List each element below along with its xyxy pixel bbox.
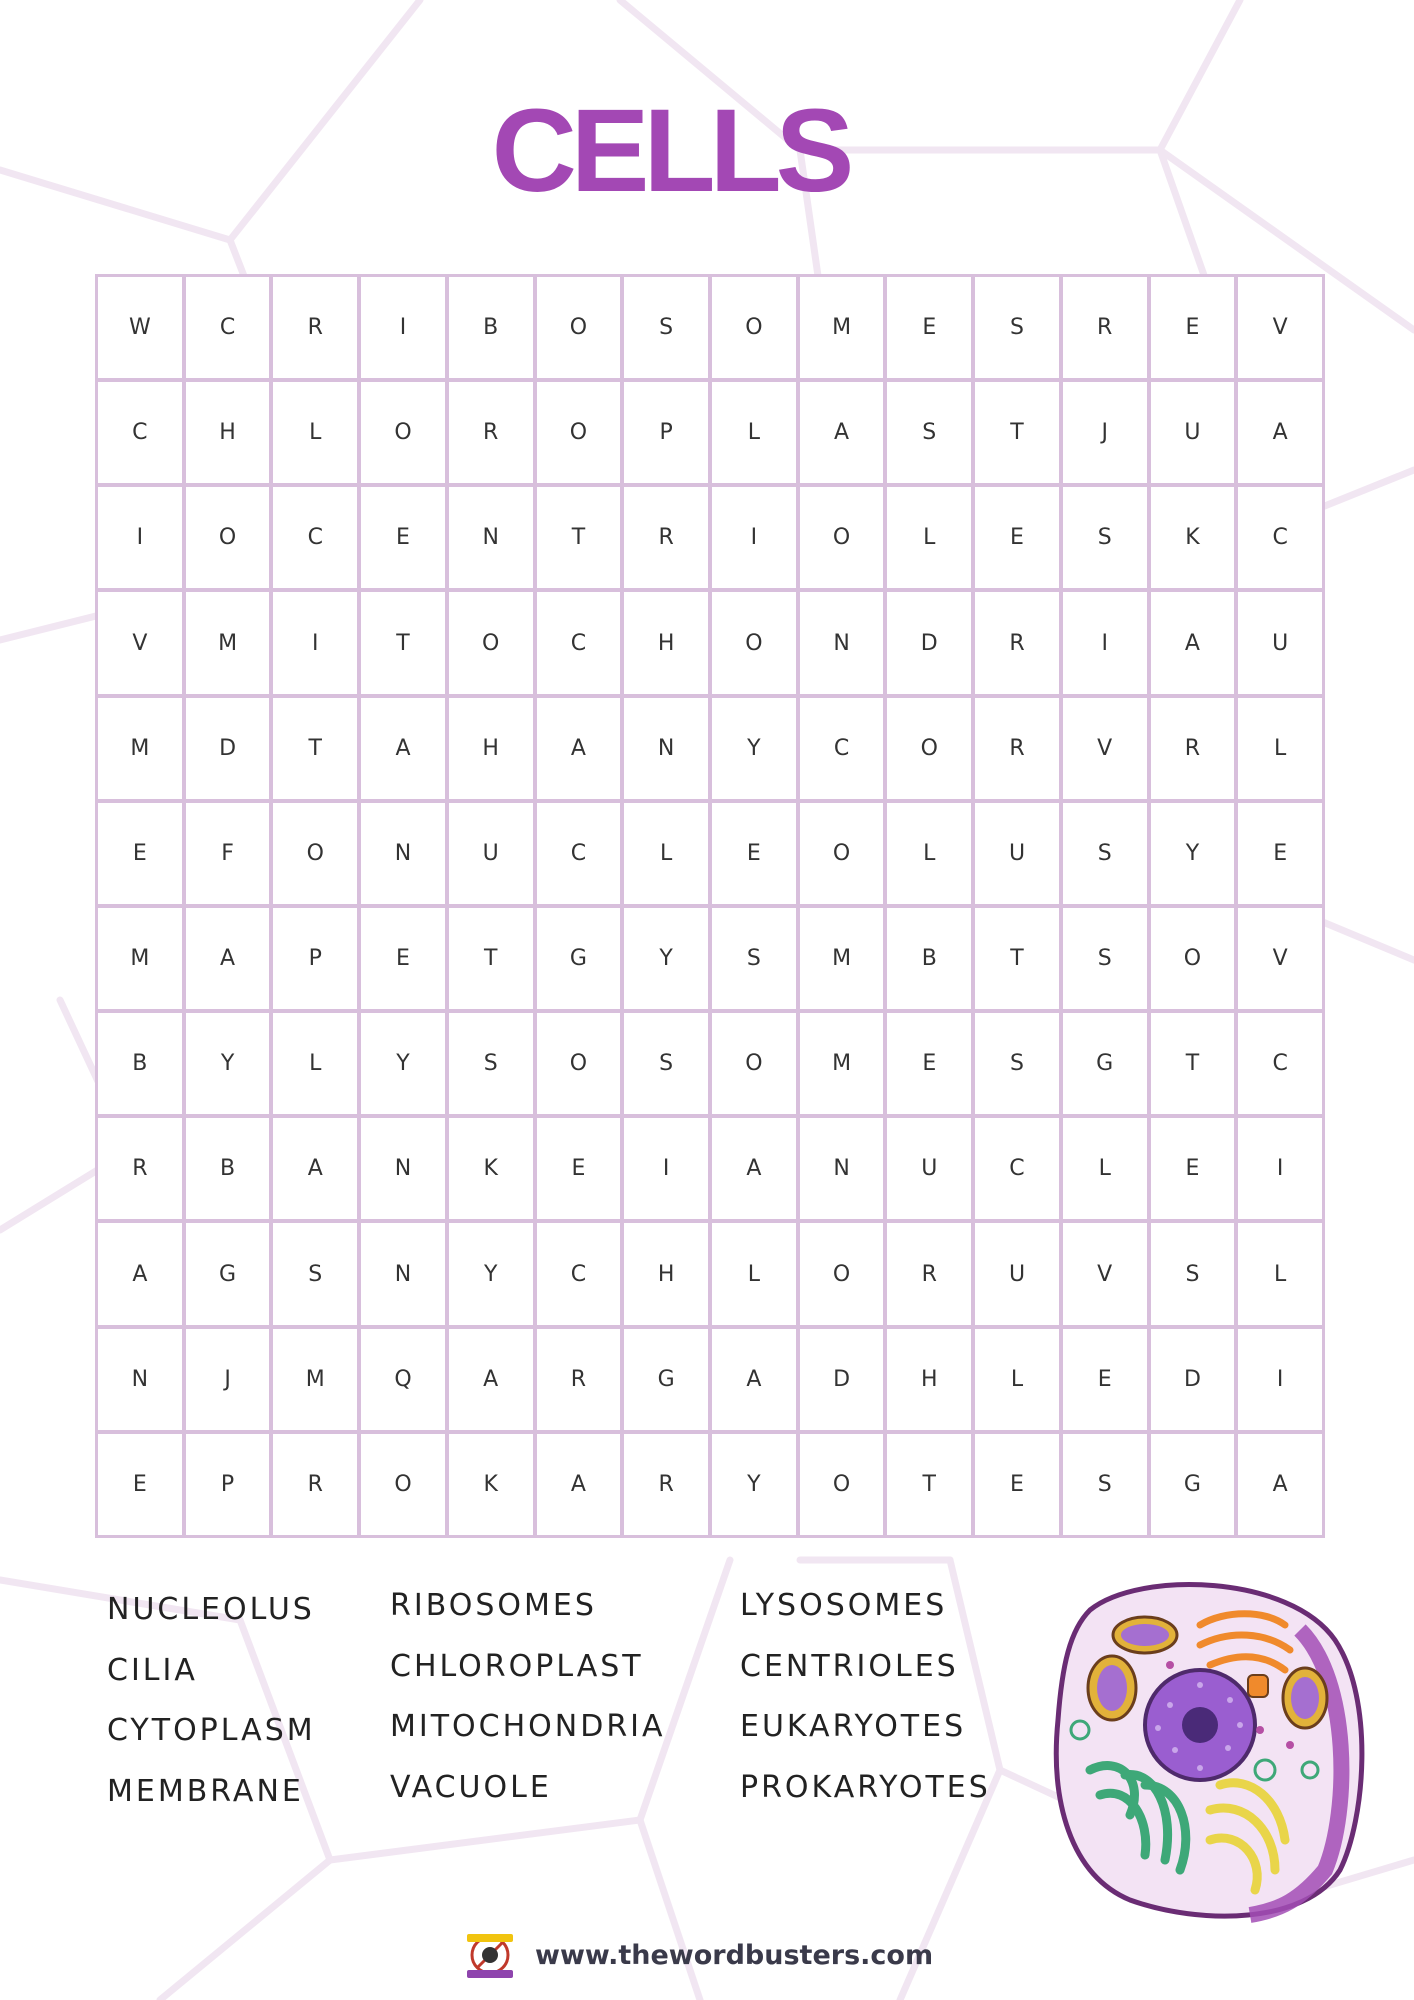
- grid-cell: S: [1063, 1434, 1147, 1535]
- word-item: RIBOSOMES: [390, 1588, 597, 1623]
- grid-cell: P: [186, 1434, 270, 1535]
- grid-cell: S: [273, 1223, 357, 1324]
- grid-cell: T: [975, 382, 1059, 483]
- grid-cell: D: [800, 1329, 884, 1430]
- grid-cell: C: [273, 487, 357, 588]
- grid-cell: G: [1063, 1013, 1147, 1114]
- grid-cell: E: [1238, 803, 1322, 904]
- grid-cell: R: [449, 382, 533, 483]
- grid-cell: C: [537, 803, 621, 904]
- grid-cell: H: [887, 1329, 971, 1430]
- grid-cell: E: [98, 1434, 182, 1535]
- grid-cell: T: [1151, 1013, 1235, 1114]
- grid-cell: T: [449, 908, 533, 1009]
- grid-cell: M: [186, 592, 270, 693]
- grid-cell: C: [1238, 1013, 1322, 1114]
- grid-cell: A: [361, 698, 445, 799]
- grid-cell: L: [1238, 1223, 1322, 1324]
- word-item: CHLOROPLAST: [390, 1648, 644, 1684]
- page-title: CELLS: [491, 85, 849, 217]
- grid-cell: N: [800, 1118, 884, 1219]
- grid-cell: N: [449, 487, 533, 588]
- grid-cell: T: [537, 487, 621, 588]
- grid-cell: T: [975, 908, 1059, 1009]
- grid-cell: A: [273, 1118, 357, 1219]
- grid-cell: D: [887, 592, 971, 693]
- grid-cell: K: [449, 1434, 533, 1535]
- grid-cell: E: [1151, 277, 1235, 378]
- grid-cell: E: [975, 487, 1059, 588]
- grid-cell: H: [186, 382, 270, 483]
- grid-cell: O: [712, 592, 796, 693]
- grid-cell: E: [887, 277, 971, 378]
- grid-cell: U: [1151, 382, 1235, 483]
- grid-cell: L: [712, 382, 796, 483]
- grid-cell: N: [361, 803, 445, 904]
- grid-cell: N: [624, 698, 708, 799]
- grid-cell: L: [273, 382, 357, 483]
- grid-cell: C: [800, 698, 884, 799]
- grid-cell: I: [361, 277, 445, 378]
- grid-cell: O: [361, 1434, 445, 1535]
- animal-cell-illustration: [1050, 1570, 1370, 1925]
- grid-cell: I: [273, 592, 357, 693]
- grid-cell: Y: [712, 698, 796, 799]
- grid-cell: E: [975, 1434, 1059, 1535]
- grid-cell: O: [361, 382, 445, 483]
- grid-cell: O: [800, 487, 884, 588]
- grid-cell: A: [186, 908, 270, 1009]
- grid-cell: B: [98, 1013, 182, 1114]
- grid-cell: L: [1238, 698, 1322, 799]
- grid-cell: T: [887, 1434, 971, 1535]
- grid-cell: V: [1063, 1223, 1147, 1324]
- grid-cell: O: [712, 1013, 796, 1114]
- grid-cell: A: [800, 382, 884, 483]
- grid-cell: Y: [361, 1013, 445, 1114]
- grid-cell: N: [361, 1118, 445, 1219]
- grid-cell: E: [537, 1118, 621, 1219]
- grid-cell: V: [1238, 908, 1322, 1009]
- grid-cell: S: [887, 382, 971, 483]
- grid-cell: R: [624, 1434, 708, 1535]
- grid-cell: C: [537, 592, 621, 693]
- grid-cell: G: [1151, 1434, 1235, 1535]
- word-item: PROKARYOTES: [740, 1769, 991, 1805]
- grid-cell: E: [1151, 1118, 1235, 1219]
- grid-cell: N: [98, 1329, 182, 1430]
- grid-cell: R: [624, 487, 708, 588]
- grid-cell: A: [449, 1329, 533, 1430]
- grid-cell: O: [800, 1434, 884, 1535]
- grid-cell: S: [975, 1013, 1059, 1114]
- grid-cell: S: [1063, 487, 1147, 588]
- grid-cell: M: [800, 908, 884, 1009]
- grid-cell: A: [537, 1434, 621, 1535]
- grid-cell: B: [887, 908, 971, 1009]
- grid-cell: A: [98, 1223, 182, 1324]
- word-item: LYSOSOMES: [740, 1588, 948, 1623]
- grid-cell: G: [537, 908, 621, 1009]
- grid-cell: M: [98, 698, 182, 799]
- grid-cell: I: [1238, 1329, 1322, 1430]
- grid-cell: M: [800, 1013, 884, 1114]
- word-list-column-2: [390, 1588, 666, 1830]
- grid-cell: E: [712, 803, 796, 904]
- grid-cell: B: [186, 1118, 270, 1219]
- grid-cell: M: [273, 1329, 357, 1430]
- grid-cell: R: [1063, 277, 1147, 378]
- word-item: MEMBRANE: [107, 1773, 304, 1809]
- grid-cell: R: [273, 1434, 357, 1535]
- grid-cell: H: [449, 698, 533, 799]
- grid-cell: R: [273, 277, 357, 378]
- word-list-column-1: [107, 1592, 316, 1834]
- grid-cell: O: [800, 803, 884, 904]
- word-item: CILIA: [107, 1652, 198, 1688]
- grid-cell: H: [624, 592, 708, 693]
- grid-cell: C: [975, 1118, 1059, 1219]
- grid-cell: C: [186, 277, 270, 378]
- grid-cell: K: [449, 1118, 533, 1219]
- grid-cell: S: [624, 277, 708, 378]
- word-item: MITOCHONDRIA: [390, 1709, 666, 1744]
- word-item: CYTOPLASM: [107, 1713, 316, 1748]
- grid-cell: S: [449, 1013, 533, 1114]
- grid-cell: R: [887, 1223, 971, 1324]
- grid-cell: R: [975, 592, 1059, 693]
- grid-cell: A: [712, 1329, 796, 1430]
- grid-cell: U: [975, 803, 1059, 904]
- grid-cell: N: [800, 592, 884, 693]
- grid-cell: I: [712, 487, 796, 588]
- grid-cell: S: [712, 908, 796, 1009]
- grid-cell: O: [1151, 908, 1235, 1009]
- grid-cell: A: [537, 698, 621, 799]
- grid-cell: M: [98, 908, 182, 1009]
- grid-cell: Y: [712, 1434, 796, 1535]
- grid-cell: E: [361, 908, 445, 1009]
- grid-cell: L: [1063, 1118, 1147, 1219]
- word-list-column-3: [740, 1588, 991, 1830]
- grid-cell: V: [1238, 277, 1322, 378]
- grid-cell: Y: [186, 1013, 270, 1114]
- grid-cell: N: [361, 1223, 445, 1324]
- grid-cell: M: [800, 277, 884, 378]
- grid-cell: R: [975, 698, 1059, 799]
- grid-cell: L: [624, 803, 708, 904]
- grid-cell: I: [1238, 1118, 1322, 1219]
- grid-cell: O: [449, 592, 533, 693]
- grid-cell: O: [186, 487, 270, 588]
- grid-cell: R: [537, 1329, 621, 1430]
- grid-cell: T: [273, 698, 357, 799]
- grid-cell: A: [1238, 382, 1322, 483]
- grid-cell: Q: [361, 1329, 445, 1430]
- grid-cell: O: [537, 1013, 621, 1114]
- grid-cell: S: [1063, 908, 1147, 1009]
- grid-cell: B: [449, 277, 533, 378]
- grid-cell: R: [1151, 698, 1235, 799]
- grid-cell: E: [98, 803, 182, 904]
- grid-cell: I: [624, 1118, 708, 1219]
- grid-cell: J: [186, 1329, 270, 1430]
- grid-cell: S: [1151, 1223, 1235, 1324]
- word-item: VACUOLE: [390, 1769, 552, 1805]
- grid-cell: E: [1063, 1329, 1147, 1430]
- grid-cell: J: [1063, 382, 1147, 483]
- grid-cell: L: [712, 1223, 796, 1324]
- grid-cell: S: [624, 1013, 708, 1114]
- grid-cell: Y: [449, 1223, 533, 1324]
- grid-cell: V: [98, 592, 182, 693]
- grid-cell: O: [712, 277, 796, 378]
- grid-cell: C: [537, 1223, 621, 1324]
- grid-cell: G: [624, 1329, 708, 1430]
- grid-cell: A: [1151, 592, 1235, 693]
- grid-cell: P: [624, 382, 708, 483]
- grid-cell: C: [1238, 487, 1322, 588]
- word-item: CENTRIOLES: [740, 1648, 959, 1684]
- grid-cell: U: [975, 1223, 1059, 1324]
- wordbusters-logo-icon: [465, 1930, 515, 1980]
- footer: [465, 1930, 933, 1980]
- grid-cell: O: [273, 803, 357, 904]
- grid-cell: F: [186, 803, 270, 904]
- word-search-grid: [95, 274, 1325, 1538]
- grid-cell: S: [1063, 803, 1147, 904]
- grid-cell: L: [887, 803, 971, 904]
- grid-cell: I: [1063, 592, 1147, 693]
- grid-cell: Y: [624, 908, 708, 1009]
- grid-cell: L: [975, 1329, 1059, 1430]
- grid-cell: U: [1238, 592, 1322, 693]
- grid-cell: U: [887, 1118, 971, 1219]
- grid-cell: D: [1151, 1329, 1235, 1430]
- grid-cell: C: [98, 382, 182, 483]
- grid-cell: U: [449, 803, 533, 904]
- grid-cell: E: [887, 1013, 971, 1114]
- grid-cell: D: [186, 698, 270, 799]
- grid-cell: T: [361, 592, 445, 693]
- grid-cell: S: [975, 277, 1059, 378]
- grid-cell: V: [1063, 698, 1147, 799]
- word-item: NUCLEOLUS: [107, 1592, 315, 1627]
- grid-cell: A: [1238, 1434, 1322, 1535]
- grid-cell: Y: [1151, 803, 1235, 904]
- grid-cell: P: [273, 908, 357, 1009]
- grid-cell: W: [98, 277, 182, 378]
- grid-cell: G: [186, 1223, 270, 1324]
- grid-cell: R: [98, 1118, 182, 1219]
- grid-cell: O: [800, 1223, 884, 1324]
- grid-cell: O: [537, 382, 621, 483]
- grid-cell: O: [887, 698, 971, 799]
- grid-cell: K: [1151, 487, 1235, 588]
- word-item: EUKARYOTES: [740, 1709, 967, 1744]
- website-url[interactable]: www.thewordbusters.com: [535, 1939, 934, 1971]
- grid-cell: O: [537, 277, 621, 378]
- grid-cell: L: [887, 487, 971, 588]
- grid-cell: L: [273, 1013, 357, 1114]
- grid-cell: I: [98, 487, 182, 588]
- grid-cell: A: [712, 1118, 796, 1219]
- grid-cell: E: [361, 487, 445, 588]
- grid-cell: H: [624, 1223, 708, 1324]
